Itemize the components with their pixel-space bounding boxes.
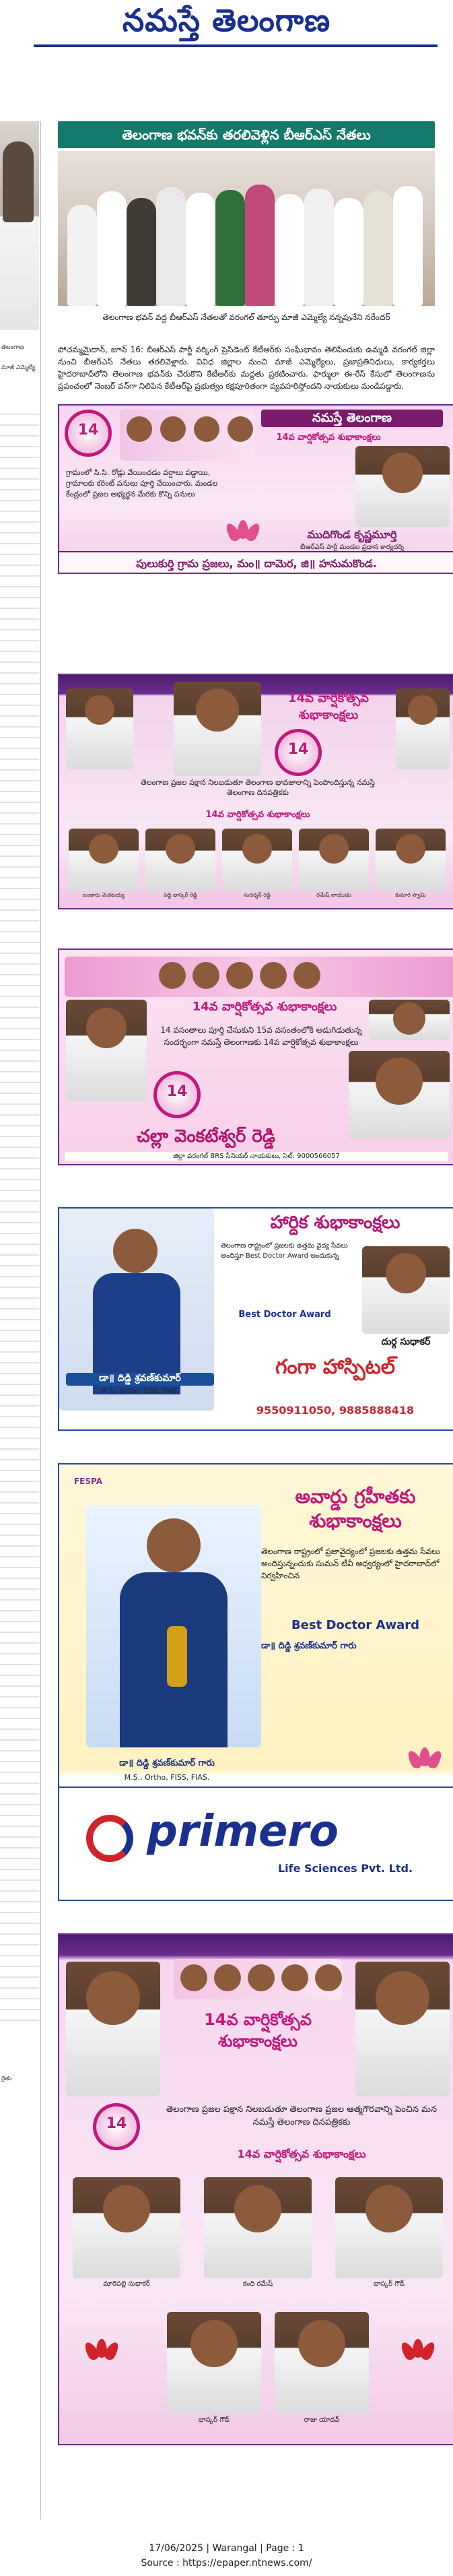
ad-footer: పులుకుర్తి గ్రామ ప్రజలు, మం॥ దామెర, జి॥ హనుమకొండ. bbox=[59, 551, 453, 574]
flower-icon bbox=[409, 1747, 440, 1770]
contact-portrait bbox=[362, 1246, 450, 1334]
masthead bbox=[0, 0, 453, 43]
member-portrait bbox=[73, 2177, 180, 2278]
leader-portrait bbox=[66, 1000, 147, 1101]
leaders-portraits-row bbox=[65, 957, 453, 997]
member-portrait bbox=[167, 2312, 261, 2413]
member-name: సుదర్శన్ రెడ్డి bbox=[244, 892, 271, 898]
left-column bbox=[0, 121, 39, 2519]
ad-subtitle: 14వ వార్షికోత్సవ శుభాకాంక్షలు bbox=[276, 432, 381, 443]
left-column-photo bbox=[0, 121, 39, 330]
contact-name: దుర్గ సుధాకర్ bbox=[381, 1337, 431, 1347]
hospital-phone: 9550911050, 9885888418 bbox=[256, 1404, 415, 1417]
anniversary-badge-icon: 14 bbox=[65, 410, 112, 457]
member-name: భాస్కర్ గౌడ్ bbox=[373, 2280, 405, 2288]
advertiser-portrait bbox=[349, 1051, 450, 1138]
masthead-title: నమస్తే తెలంగాణ bbox=[122, 2, 331, 38]
masthead-rule bbox=[34, 44, 438, 47]
member-portrait bbox=[299, 829, 369, 891]
member-name: కుమార స్వామి bbox=[395, 892, 426, 898]
column-divider bbox=[40, 121, 41, 2519]
leaders-portraits bbox=[120, 410, 254, 461]
page-footer bbox=[0, 2541, 453, 2571]
award-name: Best Doctor Award bbox=[238, 1310, 331, 1320]
edition-info: 17/06/2025 | Warangal | Page : 1 bbox=[149, 2543, 304, 2554]
left-column-text-strip bbox=[0, 404, 39, 2021]
doctor-name: డా॥ దిడ్డి శ్రవణ్‌కుమార్ గారు bbox=[119, 1758, 215, 1768]
ad-award-greetings bbox=[58, 1463, 453, 1901]
doctor-degree: M.S., Ortho, FISS, FIAS. bbox=[101, 1388, 179, 1395]
member-portrait bbox=[69, 829, 139, 891]
left-column-snippet: మాజీ ఎమ్మెల్యే bbox=[1, 364, 36, 371]
member-name: రమేష్ నాయుడు bbox=[316, 892, 351, 898]
member-name: రాజు యాదవ్ bbox=[304, 2416, 340, 2424]
ad-subtitle: 14వ వార్షికోత్సవ శుభాకాంక్షలు bbox=[204, 2010, 312, 2051]
member-portrait bbox=[376, 829, 446, 891]
advertiser-role: బీఆర్‌ఎస్ పార్టీ మండల ప్రధాన కార్యదర్శి bbox=[300, 544, 404, 551]
ad-body: తెలంగాణ రాష్ట్రంలో ప్రజలకు ఉత్తమ వైద్య సేవలు అందిస్తూ Best Doctor Award అందుకున్న bbox=[221, 1242, 348, 1260]
ad-subtitle: 14వ వార్షికోత్సవ శుభాకాంక్షలు bbox=[192, 1000, 337, 1014]
advertiser-name: చల్లా వెంకటేశ్వర్ రెడ్డి bbox=[136, 1126, 276, 1147]
member-name: భాస్కర్ గౌడ్ bbox=[198, 2416, 230, 2424]
ad-body: తెలంగాణ రాష్ట్రంలో ప్రజావైద్యంలో ప్రజలకు ఉత్తమ సేవలు అందిస్తున్నందుకు సుమన్ టీవీ ఆధ్వర్యంలో హైదరాబాద్‌లో నిర్వహించిన bbox=[261, 1547, 440, 1580]
ad-title: హార్దిక శుభాకాంక్షలు bbox=[270, 1213, 400, 1233]
leader-portrait bbox=[396, 688, 450, 769]
company-subtitle: Life Sciences Pvt. Ltd. bbox=[277, 1862, 413, 1875]
ad-tag: 14వ వార్షికోత్సవ శుభాకాంక్షలు bbox=[237, 2148, 366, 2160]
advertiser-role: జిల్లా వరంగల్ BRS సీనియర్ నాయకులు, సెల్: 9000566057 bbox=[65, 1152, 448, 1161]
ad-body: తెలంగాణ ప్రజల పక్షాన నిలబడుతూ తెలంగాణ భావజాలాన్ని పెంపొందిస్తున్న నమస్తే తెలంగాణ దినపత్రికకు bbox=[141, 778, 375, 797]
leader-portrait bbox=[66, 1962, 160, 2096]
ad-subtitle: 14వ వార్షికోత్సవ శుభాకాంక్షలు bbox=[288, 691, 369, 722]
award-name: Best Doctor Award bbox=[291, 1618, 420, 1632]
member-portrait bbox=[275, 2312, 369, 2413]
ad-anniversary-1 bbox=[58, 404, 453, 574]
advertiser-name: ముదిగొండ కృష్ణమూర్తి bbox=[307, 528, 397, 541]
company-name: primero bbox=[147, 1807, 339, 1857]
ad-anniversary-3 bbox=[58, 948, 453, 1165]
doctor-portrait bbox=[86, 1505, 261, 1747]
advertiser-portrait bbox=[355, 1962, 450, 2096]
member-portrait bbox=[335, 2177, 443, 2278]
flower-icon bbox=[86, 2339, 117, 2362]
left-column-snippet: రైతు bbox=[1, 2075, 12, 2082]
lotus-icon bbox=[228, 520, 258, 543]
leader-portrait bbox=[66, 688, 133, 769]
member-portrait bbox=[222, 829, 292, 891]
anniversary-badge-icon: 14 bbox=[153, 1071, 201, 1118]
leaders-portraits-row bbox=[174, 1959, 342, 1999]
flower-icon bbox=[403, 2339, 433, 2362]
story-body: పోచమ్మమైదాన్, జూన్ 16: బీఆర్‌ఎస్ పార్టీ వర్కింగ్ ప్రెసిడెంట్ కేటీఆర్‌కు సంఘీభావం తెలిపేందుకు ఉమ్మడి వరంగల్ జిల్లా నుంచి బీఆర్‌ఎస్ నేతలు తరలివెళ్లారు. వివిధ జిల్లాల నుంచి మాజీ ఎమ్మెల్యేలు, ప్రజాప్రతినిధులు, కార్యకర్తలు హైదరాబాద్‌లోని తెలంగాణ భవన్‌కు చేరుకొని కేటీఆర్‌కు మద్దతు ప్రకటించారు. ఫార్ములా ఈ-రేస్ కేసులో తెలంగాణను ప్రపంచంలో నెంబర్ వన్‌గా నిలిపిన కేటీఆర్‌పై ప్రభుత్వం కక్షపూరితంగా వ్యవహరిస్తోందని నాయకులు మండిపడ్డారు. bbox=[58, 345, 435, 391]
person-figure bbox=[3, 141, 34, 222]
doctor-name: డా॥ దిడ్డి శ్రవణ్‌కుమార్ bbox=[66, 1373, 214, 1386]
anniversary-badge-icon: 14 bbox=[275, 729, 322, 776]
ad-title: నమస్తే తెలంగాణ bbox=[261, 410, 443, 427]
doctor-degree: M.S., Ortho, FISS, FIAS. bbox=[124, 1773, 210, 1782]
ad-anniversary-2 bbox=[58, 674, 453, 909]
ad-body: 14 వసంతాలు పూర్తి చేసుకుని 15వ వసంతంలోకి అడుగిడుతున్న సందర్భంగా నమస్తే తెలంగాణకు 14వ వార్షికోత్సవ శుభాకాంక్షలు bbox=[160, 1025, 362, 1047]
ad-tag: 14వ వార్షికోత్సవ శుభాకాంక్షలు bbox=[205, 810, 310, 820]
anniversary-badge-icon: 14 bbox=[93, 2103, 140, 2150]
ad-title: అవార్డు గ్రహీతకు శుభాకాంక్షలు bbox=[295, 1485, 416, 1532]
ad-anniversary-4 bbox=[58, 1933, 453, 2445]
ad-doctor-greetings bbox=[58, 1207, 453, 1431]
story-headline: తెలంగాణ భవన్‌కు తరలివెళ్లిన బీఆర్‌ఎస్ నేతలు bbox=[58, 121, 435, 148]
fespa-logo: FESPA bbox=[73, 1477, 103, 1486]
member-portrait bbox=[204, 2177, 312, 2278]
member-name: బండారు వెంకటయ్య bbox=[82, 892, 125, 898]
advertiser-portrait bbox=[174, 682, 261, 776]
member-name: మారెపల్లి సుధాకర్ bbox=[103, 2280, 150, 2288]
member-name: కంది రమేష్ bbox=[242, 2280, 273, 2288]
member-name: పెద్ది భాస్కర్ రెడ్డి bbox=[164, 892, 197, 898]
ad-body: తెలంగాణ ప్రజల పక్షాన నిలబడుతూ తెలంగాణ ప్రజల ఆత్మగౌరవాన్ని పెంచిన మన నమస్తే తెలంగాణ దినపత్రికకు bbox=[166, 2104, 437, 2127]
member-portrait bbox=[145, 829, 215, 891]
hospital-name: గంగా హాస్పిటల్ bbox=[275, 1355, 396, 1379]
primero-logo-icon bbox=[86, 1815, 133, 1862]
photo-caption: తెలంగాణ భవన్ వద్ద బీఆర్‌ఎస్ నేతలతో వరంగల్ తూర్పు మాజీ ఎమ్మెల్యే నన్నపునేని నరేందర్ bbox=[102, 313, 390, 322]
left-column-snippet: తెలంగాణ bbox=[1, 344, 24, 351]
advertiser-portrait bbox=[355, 446, 450, 527]
leader-portrait bbox=[369, 1000, 450, 1040]
group-photo bbox=[58, 151, 435, 306]
ad-body: గ్రామంలో సి.సి. రోడ్లు వేయించడం వర్షాలు పడ్డాయి, గ్రామాలకు కరెంట్ పనులు పూర్తి చేయించారు. మండల కేంద్రంలో ప్రజల అభ్యర్థన మేరకు కొన్ని పనులు bbox=[66, 468, 218, 498]
doctor-name-right: డా॥ దిడ్డి శ్రవణ్‌కుమార్ గారు bbox=[261, 1641, 357, 1651]
source-link[interactable]: Source : https://epaper.ntnews.com/ bbox=[141, 2558, 312, 2569]
